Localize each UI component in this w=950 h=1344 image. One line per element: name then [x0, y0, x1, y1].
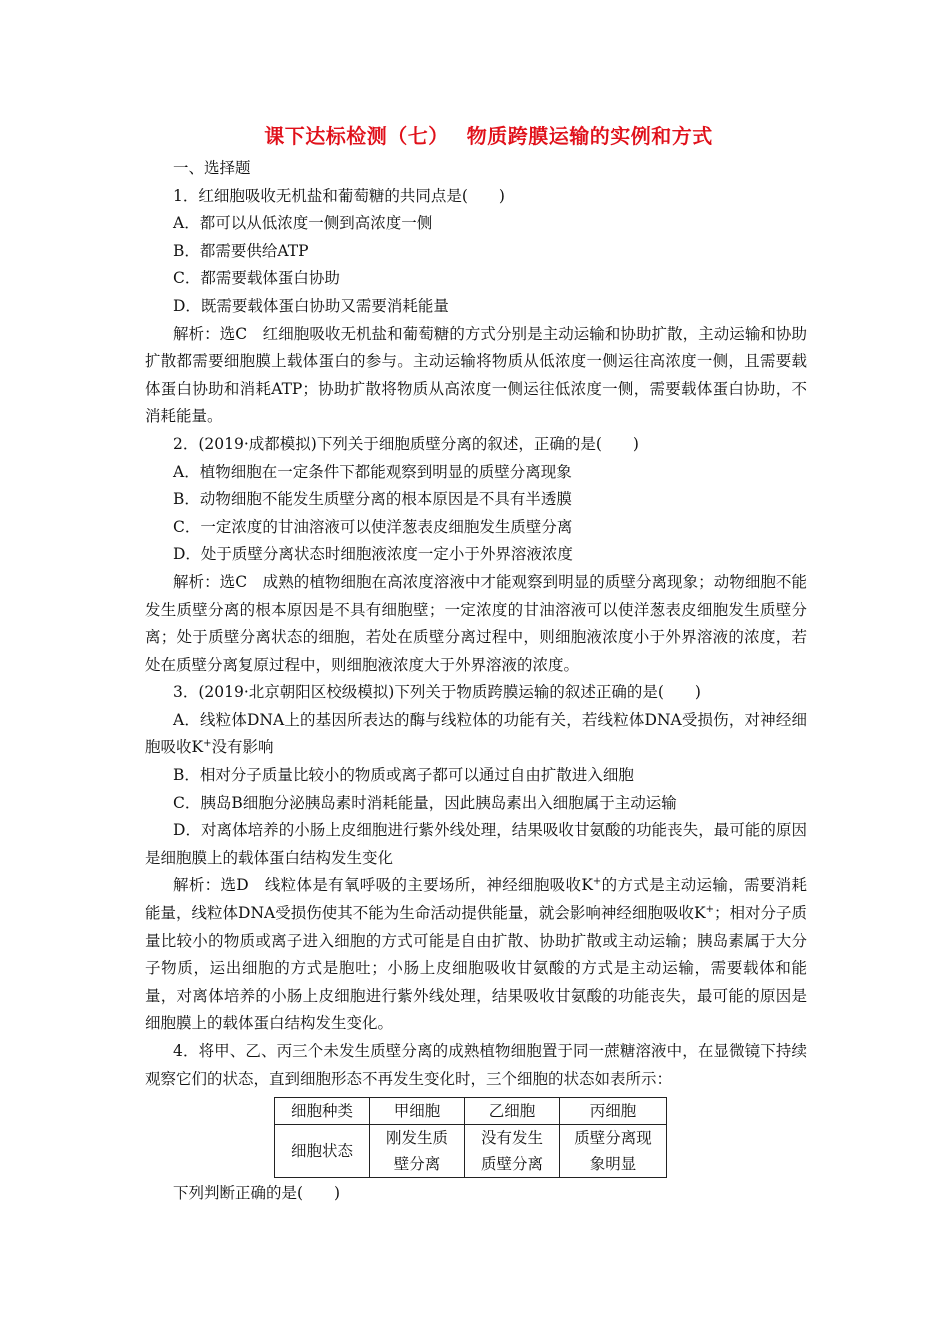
table-cell-line: 象明显: [589, 1155, 637, 1174]
question-3-analysis-part-3: ；相对分子质量比较小的物质或离子进入细胞的方式可能是自由扩散、协助扩散或主动运输；胰岛素属于大分子物质，运出细胞的方式是胞吐；小肠上皮细胞吸收甘氨酸的方式是主动运输，需要载体和能量，对离体培养的小肠上皮细胞进行紫外线处理，结果吸收甘氨酸的功能丧失，最可能的原因是细胞膜上的载体蛋白结构发生变化。: [145, 904, 807, 1033]
table-cell-line: 刚发生质: [385, 1129, 448, 1148]
table-header-cell: 乙细胞: [465, 1098, 560, 1125]
table-cell-line: 质壁分离: [480, 1155, 543, 1174]
question-3-analysis-part-2: 的方式是主动运输，需要消耗能量，线粒体DNA受损伤使其不能为生命活动提供能量，就会影响神经细胞吸收K: [145, 876, 807, 923]
question-1-option-a: A．都可以从低浓度一侧到高浓度一侧: [173, 214, 433, 233]
question-1-analysis: 解析：选C 红细胞吸收无机盐和葡萄糖的方式分别是主动运输和协助扩散，主动运输和协助扩散都需要细胞膜上载体蛋白的参与。主动运输将物质从低浓度一侧运往高浓度一侧，且需要载体蛋白协助和消耗ATP；协助扩散将物质从高浓度一侧运往低浓度一侧，需要载体蛋白协助，不消耗能量。: [145, 324, 807, 426]
question-3-option-a-tail: 没有影响: [211, 738, 274, 757]
question-2-analysis: 解析：选C 成熟的植物细胞在高浓度溶液中才能观察到明显的质壁分离现象；动物细胞不能发生质壁分离的根本原因是不具有细胞壁；一定浓度的甘油溶液可以使洋葱表皮细胞发生质壁分离；处于质壁分离状态的细胞，若处在质壁分离过程中，则细胞液浓度小于外界溶液的浓度，若处在质壁分离复原过程中，则细胞液浓度大于外界溶液的浓度。: [145, 572, 807, 674]
question-1-option-d: D．既需要载体蛋白协助又需要消耗能量: [173, 296, 449, 315]
question-2-option-c: C．一定浓度的甘油溶液可以使洋葱表皮细胞发生质壁分离: [173, 517, 573, 536]
table-header-row: [275, 1098, 667, 1125]
superscript-plus: +: [203, 738, 212, 750]
question-3-option-a-text: A．线粒体DNA上的基因所表达的酶与线粒体的功能有关，若线粒体DNA受损伤，对神经细胞吸收K: [145, 710, 807, 757]
table-header-cell: 甲细胞: [370, 1098, 465, 1125]
table-cell: [370, 1125, 465, 1178]
question-3-option-b: B．相对分子质量比较小的物质或离子都可以通过自由扩散进入细胞: [173, 766, 634, 785]
question-4-follow-up: 下列判断正确的是( ): [173, 1184, 341, 1203]
question-2-option-d: D．处于质壁分离状态时细胞液浓度一定小于外界溶液浓度: [173, 545, 573, 564]
page-title: 课下达标检测（七） 物质跨膜运输的实例和方式: [264, 124, 713, 148]
table-header-cell: 细胞种类: [275, 1098, 370, 1125]
cell-state-table: [274, 1097, 667, 1178]
table-row: [275, 1125, 667, 1178]
question-3-option-a: [145, 707, 807, 762]
question-2-stem: 2．(2019·成都模拟)下列关于细胞质壁分离的叙述，正确的是( ): [173, 434, 639, 453]
question-4-stem: 4．将甲、乙、丙三个未发生质壁分离的成熟植物细胞置于同一蔗糖溶液中，在显微镜下持续观察它们的状态，直到细胞形态不再发生变化时，三个细胞的状态如表所示：: [145, 1042, 807, 1088]
question-3-option-c: C．胰岛B细胞分泌胰岛素时消耗能量，因此胰岛素出入细胞属于主动运输: [173, 793, 677, 812]
question-2-option-a: A．植物细胞在一定条件下都能观察到明显的质壁分离现象: [173, 462, 572, 481]
table-cell: [560, 1125, 667, 1178]
question-1-option-b: B．都需要供给ATP: [173, 241, 309, 260]
question-2-option-b: B．动物细胞不能发生质壁分离的根本原因是不具有半透膜: [173, 490, 572, 509]
question-3-analysis: [145, 872, 807, 1038]
section-heading: 一、选择题: [173, 159, 251, 177]
table-cell-line: 质壁分离现: [574, 1129, 652, 1148]
table-row-label: 细胞状态: [275, 1125, 370, 1178]
table-cell-line: 没有发生: [480, 1129, 543, 1148]
question-3-stem: 3．(2019·北京朝阳区校级模拟)下列关于物质跨膜运输的叙述正确的是( ): [173, 683, 701, 702]
superscript-plus: +: [592, 876, 602, 888]
document-page: [145, 120, 807, 1208]
table-cell: [465, 1125, 560, 1178]
question-1-option-c: C．都需要载体蛋白协助: [173, 269, 340, 288]
question-3-analysis-part-1: 解析：选D 线粒体是有氧呼吸的主要场所，神经细胞吸收K: [173, 876, 593, 895]
question-3-option-d: D．对离体培养的小肠上皮细胞进行紫外线处理，结果吸收甘氨酸的功能丧失，最可能的原因是细胞膜上的载体蛋白结构发生变化: [145, 821, 807, 867]
table-cell-line: 壁分离: [393, 1155, 441, 1174]
question-1-stem: 1．红细胞吸收无机盐和葡萄糖的共同点是( ): [173, 186, 505, 205]
table-header-cell: 丙细胞: [560, 1098, 667, 1125]
superscript-plus: +: [705, 903, 714, 915]
